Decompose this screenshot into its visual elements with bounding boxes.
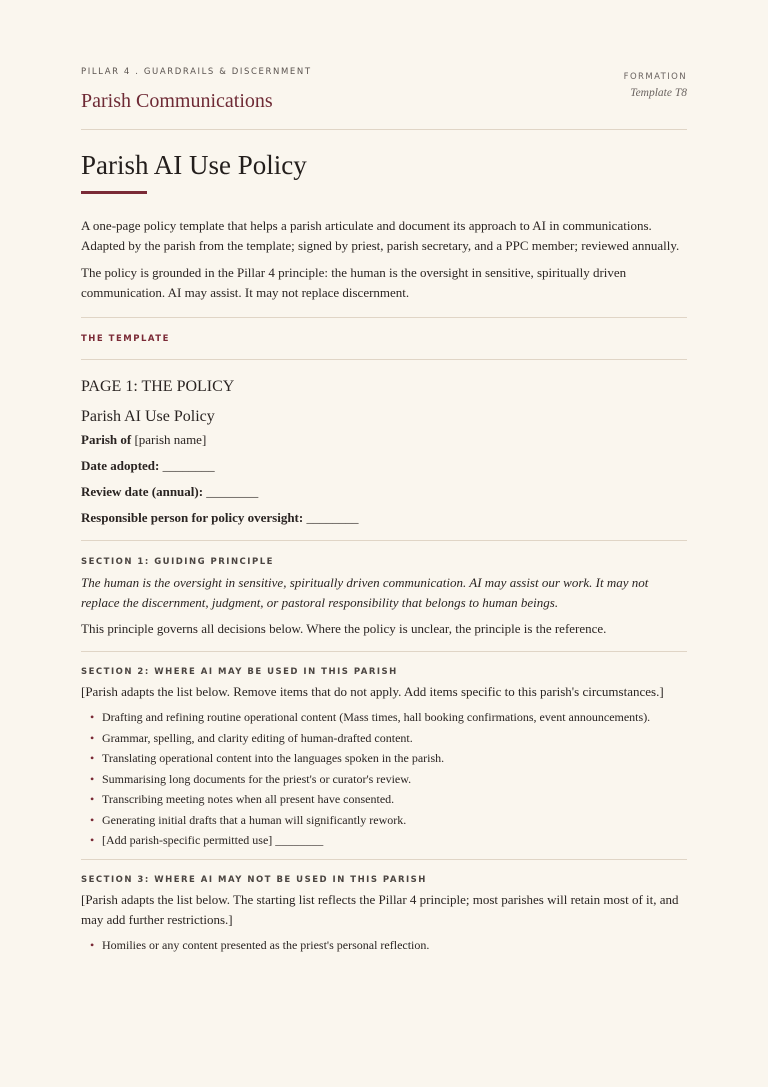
formation-label: FORMATION [623, 72, 687, 82]
field-value: ________ [159, 458, 215, 473]
field-label: Parish of [81, 432, 132, 447]
field-label: Responsible person for policy oversight: [81, 510, 304, 525]
pillar-kicker: PILLAR 4 . GUARDRAILS & DISCERNMENT [81, 67, 312, 77]
field-value: [parish name] [131, 432, 207, 447]
list-item: • Translating operational content into the languages spoken in the parish. [81, 750, 687, 767]
section3-instruction: [Parish adapts the list below. The starting list reflects the Pillar 4 principle; most parishes will retain most of it, and may add further restrictions.] [81, 891, 679, 927]
section2-instruction: [Parish adapts the list below. Remove items that do not apply. Add items specific to this parish's circumstances.] [81, 684, 664, 699]
field-review-date [81, 482, 687, 502]
field-value: ________ [203, 484, 259, 499]
divider [81, 651, 687, 652]
divider [81, 129, 687, 130]
section1-label: SECTION 1: GUIDING PRINCIPLE [81, 557, 274, 567]
list-item: • Grammar, spelling, and clarity editing of human-drafted content. [81, 730, 687, 747]
list-item: • Homilies or any content presented as the priest's personal reflection. [81, 937, 687, 954]
policy-fields [81, 430, 687, 528]
divider [81, 317, 687, 318]
field-value: ________ [303, 510, 359, 525]
list-item: • Summarising long documents for the priest's or curator's review. [81, 771, 687, 788]
intro-paragraph: The policy is grounded in the Pillar 4 principle: the human is the oversight in sensitive, spiritually driven communication. AI may assist. It may not replace discernment. [81, 265, 627, 300]
policy-title: Parish AI Use Policy [81, 408, 215, 425]
section-title: Parish Communications [81, 90, 273, 112]
list-item: • Drafting and refining routine operational content (Mass times, hall booking confirmations, event announcements). [81, 709, 687, 726]
field-responsible-person [81, 508, 687, 528]
section2-label: SECTION 2: WHERE AI MAY BE USED IN THIS PARISH [81, 667, 398, 677]
list-item: • Generating initial drafts that a human will significantly rework. [81, 812, 687, 829]
prohibited-uses-list [81, 937, 687, 954]
permitted-uses-list [81, 709, 687, 849]
divider [81, 540, 687, 541]
intro [81, 216, 687, 303]
template-label: THE TEMPLATE [81, 334, 170, 344]
list-item: • [Add parish-specific permitted use] ________ [81, 832, 687, 849]
list-item: • Transcribing meeting notes when all present have consented. [81, 791, 687, 808]
divider [81, 859, 687, 860]
template-number: Template T8 [630, 87, 687, 99]
page-header [81, 0, 687, 129]
page-title: Parish AI Use Policy [81, 150, 307, 180]
intro-paragraph: A one-page policy template that helps a parish articulate and document its approach to AI in communications. Adapted by the parish from the template; signed by priest, parish secretary, and a PPC member; reviewed annually. [81, 218, 680, 253]
guiding-principle: The human is the oversight in sensitive, spiritually driven communication. AI may assist our work. It may not replace the discernment, judgment, or pastoral responsibility that belongs to human beings. [81, 575, 649, 610]
title-accent-bar [81, 191, 147, 194]
page1-heading: PAGE 1: THE POLICY [81, 378, 235, 395]
principle-note: This principle governs all decisions below. Where the policy is unclear, the principle is the reference. [81, 621, 607, 636]
field-date-adopted [81, 456, 687, 476]
divider [81, 359, 687, 360]
section3-label: SECTION 3: WHERE AI MAY NOT BE USED IN THIS PARISH [81, 874, 427, 885]
template-tag [624, 72, 687, 99]
field-parish [81, 430, 687, 450]
field-label: Review date (annual): [81, 484, 204, 499]
field-label: Date adopted: [81, 458, 160, 473]
